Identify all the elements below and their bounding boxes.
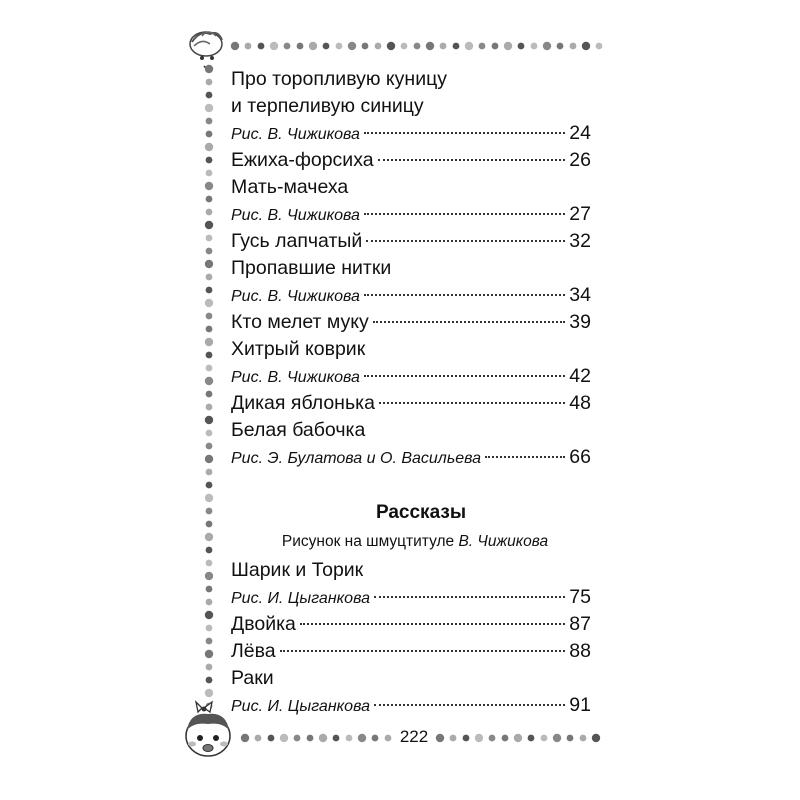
dot-leader [364,213,565,215]
border-dot [362,43,369,50]
border-dot [206,157,213,164]
border-dot [450,735,457,742]
border-dot [570,43,577,50]
border-dot [348,42,356,50]
border-dot [414,43,421,50]
entry-page-number: 87 [569,613,591,635]
border-dot [297,43,304,50]
illustrator-credit: Рис. В. Чижикова [231,207,360,224]
entry-title: Кто мелет муку [231,311,369,333]
border-dot [475,734,483,742]
border-dot [502,735,509,742]
toc-entry-title: Шарик и Торик [231,559,364,581]
border-dot [270,42,278,50]
contents-group-stories [231,557,591,719]
table-of-contents [231,66,591,719]
border-dot [206,521,213,528]
border-dot [206,92,213,99]
border-dot [206,365,213,372]
border-dot [206,391,213,398]
girl-head-icon [178,700,238,760]
border-dot [567,735,574,742]
border-dot [206,235,213,242]
border-dot [205,338,213,346]
entry-page-number: 26 [569,149,591,171]
border-dot [255,735,262,742]
border-dot [206,638,213,645]
border-dot [309,42,317,50]
border-dot [319,734,327,742]
subheading-text: Рисунок на шмуцтитуле [281,533,455,550]
entry-page-number: 91 [569,694,591,716]
border-dot [307,735,314,742]
dot-leader [364,375,565,377]
border-dot [518,43,525,50]
border-dot [206,469,213,476]
border-dot [557,43,564,50]
border-dot [465,42,473,50]
section-subheading [231,527,591,557]
entry-page-number: 34 [569,284,591,306]
border-dot [205,221,213,229]
border-dot [206,547,213,554]
illustrator-credit: Рис. Э. Булатова и О. Васильева [231,450,482,467]
border-dot [268,735,275,742]
border-dot [206,508,213,515]
entry-page-number: 27 [569,203,591,225]
dot-leader [364,294,565,296]
border-dot [206,599,213,606]
entry-page-number: 42 [569,365,591,387]
border-dot [387,42,395,50]
toc-entry-credit [231,120,591,147]
toc-entry-credit [231,363,591,390]
border-dot [205,494,213,502]
dotted-border-top [230,40,610,52]
border-dot [582,42,590,50]
border-dot [206,118,213,125]
dot-leader [379,402,565,404]
toc-entry [231,147,591,174]
border-dot [206,170,213,177]
border-dot [489,735,496,742]
border-dot [596,43,603,50]
border-dot [205,416,213,424]
border-dot [440,43,447,50]
border-dot [206,131,213,138]
border-dot [206,79,213,86]
border-dot [258,43,265,50]
border-dot [426,42,434,50]
entry-title: Ежиха-форсиха [231,149,374,171]
toc-entry [231,638,591,665]
border-dot [205,104,213,112]
toc-entry-credit [231,282,591,309]
dot-leader [280,650,566,652]
border-dot [206,677,213,684]
border-dot [205,299,213,307]
border-dot [541,735,548,742]
toc-entry-title: Хитрый коврик [231,338,366,360]
toc-entry [231,611,591,638]
border-dot [206,248,213,255]
border-dot [336,43,343,50]
dotted-border-left [203,64,215,714]
toc-entry-credit [231,584,591,611]
border-dot [205,650,213,658]
border-dot [205,689,213,697]
border-dot [592,734,600,742]
border-dot [206,313,213,320]
border-dot [514,734,522,742]
toc-entry-title: Пропавшие нитки [231,257,392,279]
toc-entry-credit [231,692,591,719]
border-dot [453,43,460,50]
border-dot [463,735,470,742]
illustrator-credit: Рис. В. Чижикова [231,369,360,386]
border-dot [358,734,366,742]
border-dot [205,182,213,190]
dot-leader [378,159,566,161]
border-dot [206,586,213,593]
toc-entry [231,309,591,336]
border-dot [206,625,213,632]
dot-leader [300,623,565,625]
section-heading: Рассказы [375,502,467,523]
border-dot [206,404,213,411]
entry-page-number: 32 [569,230,591,252]
illustrator-credit: Рис. И. Цыганкова [231,590,370,607]
border-dot [284,43,291,50]
entry-title: Гусь лапчатый [231,230,363,252]
toc-entry-title: Раки [231,667,274,689]
border-dot [205,572,213,580]
illustrator-credit: Рис. В. Чижикова [231,126,360,143]
entry-title: Двойка [231,613,296,635]
border-dot [528,735,535,742]
entry-page-number: 75 [569,586,591,608]
border-dot [206,196,213,203]
illustrator-credit: Рис. И. Цыганкова [231,698,370,715]
border-dot [205,377,213,385]
subheading-artist: В. Чижикова [458,533,549,550]
border-dot [205,260,213,268]
border-dot [245,43,252,50]
dot-leader [374,596,565,598]
border-dot [385,735,392,742]
page-number: 222 [394,727,434,747]
entry-page-number: 66 [569,446,591,468]
border-dot [294,735,301,742]
toc-entry-title: Про торопливую куницу [231,68,448,90]
border-dot [206,352,213,359]
border-dot [531,43,538,50]
illustrator-credit: Рис. В. Чижикова [231,288,360,305]
border-dot [206,443,213,450]
border-dot [206,274,213,281]
border-dot [205,611,213,619]
toc-entry-credit [231,444,591,471]
entry-page-number: 24 [569,122,591,144]
border-dot [401,43,408,50]
border-dot [492,43,499,50]
border-dot [206,209,213,216]
entry-title: Лёва [231,640,276,662]
border-dot [205,455,213,463]
border-dot [553,734,561,742]
border-dot [280,734,288,742]
toc-entry-title: Мать-мачеха [231,176,349,198]
toc-entry-title: и терпеливую синицу [231,95,424,117]
dot-leader [485,456,565,458]
entry-page-number: 39 [569,311,591,333]
entry-page-number: 88 [569,640,591,662]
border-dot [206,664,213,671]
border-dot [375,43,382,50]
dot-leader [364,132,565,134]
border-dot [206,326,213,333]
border-dot [206,560,213,567]
border-dot [436,734,444,742]
toc-entry-credit [231,201,591,228]
border-dot [206,482,213,489]
entry-title: Дикая яблонька [231,392,375,414]
border-dot [205,65,213,73]
border-dot [372,735,379,742]
border-dot [231,42,239,50]
border-dot [580,735,587,742]
dot-leader [374,704,565,706]
contents-group-fairy-tales [231,66,591,471]
border-dot [205,143,213,151]
border-dot [346,735,353,742]
border-dot [206,287,213,294]
border-dot [206,430,213,437]
dot-leader [366,240,565,242]
toc-entry [231,390,591,417]
border-dot [323,43,330,50]
toc-entry-title: Белая бабочка [231,419,366,441]
border-dot [504,42,512,50]
border-dot [543,42,551,50]
entry-page-number: 48 [569,392,591,414]
toc-entry [231,228,591,255]
border-dot [479,43,486,50]
border-dot [241,734,249,742]
border-dot [333,735,340,742]
border-dot [205,533,213,541]
dot-leader [373,321,566,323]
